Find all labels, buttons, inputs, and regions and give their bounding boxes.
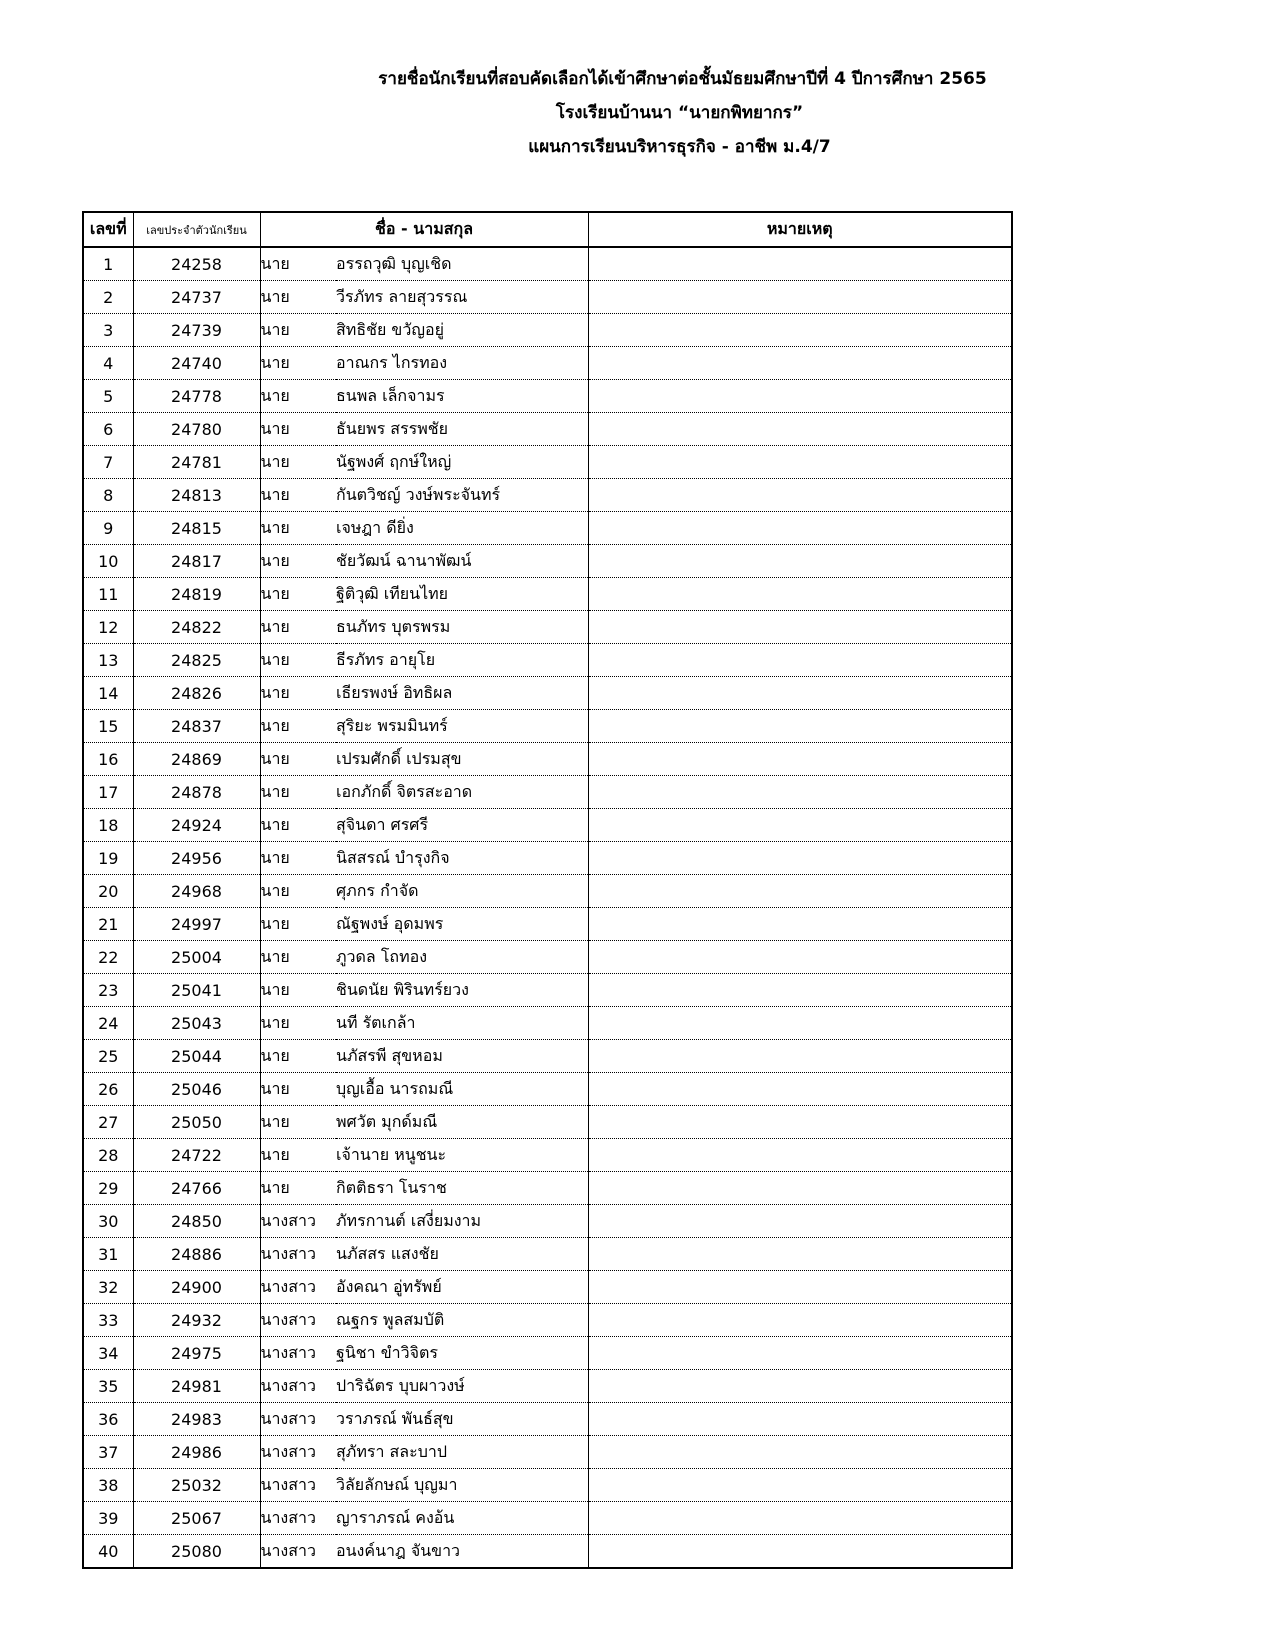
student-id: 24956: [133, 842, 260, 875]
student-name: นัฐพงศ์ ฤกษ์ใหญ่: [336, 446, 588, 479]
student-id: 25080: [133, 1535, 260, 1569]
student-name: เปรมศักดิ์ เปรมสุข: [336, 743, 588, 776]
table-row: [83, 1106, 1012, 1139]
student-name: เจ้านาย หนูชนะ: [336, 1139, 588, 1172]
row-number: 17: [83, 776, 133, 809]
student-id: 24722: [133, 1139, 260, 1172]
name-title: นาย: [260, 578, 336, 611]
table-row: [83, 974, 1012, 1007]
table-row: [83, 247, 1012, 281]
table-row: [83, 908, 1012, 941]
student-name: อาณกร ไกรทอง: [336, 347, 588, 380]
name-title: นาย: [260, 743, 336, 776]
remark-cell: [588, 413, 1012, 446]
row-number: 32: [83, 1271, 133, 1304]
remark-cell: [588, 842, 1012, 875]
name-title: นาย: [260, 776, 336, 809]
student-name: กันตวิชญ์ วงษ์พระจันทร์: [336, 479, 588, 512]
student-id: 24986: [133, 1436, 260, 1469]
document-title: รายชื่อนักเรียนที่สอบคัดเลือกได้เข้าศึกษาต่อชั้นมัธยมศึกษาปีที่ 4 ปีการศึกษา 2565: [378, 69, 987, 89]
remark-cell: [588, 743, 1012, 776]
student-id: 24886: [133, 1238, 260, 1271]
name-title: นาย: [260, 314, 336, 347]
student-id: 24869: [133, 743, 260, 776]
name-title: นาย: [260, 347, 336, 380]
table-body: [83, 247, 1012, 1568]
table-row: [83, 1007, 1012, 1040]
student-name: เธียรพงษ์ อิทธิผล: [336, 677, 588, 710]
student-name: ฐิติวุฒิ เทียนไทย: [336, 578, 588, 611]
student-name: ธนภัทร บุตรพรม: [336, 611, 588, 644]
name-title: นางสาว: [260, 1370, 336, 1403]
table-row: [83, 413, 1012, 446]
remark-cell: [588, 1139, 1012, 1172]
row-number: 7: [83, 446, 133, 479]
table-row: [83, 479, 1012, 512]
table-row: [83, 1238, 1012, 1271]
row-number: 16: [83, 743, 133, 776]
student-id: 25043: [133, 1007, 260, 1040]
row-number: 21: [83, 908, 133, 941]
remark-cell: [588, 314, 1012, 347]
name-title: นาย: [260, 611, 336, 644]
student-name: นิสสรณ์ บำรุงกิจ: [336, 842, 588, 875]
name-title: นาย: [260, 1073, 336, 1106]
column-header-name: ชื่อ - นามสกุล: [260, 212, 588, 247]
student-name: นที รัตเกล้า: [336, 1007, 588, 1040]
name-title: นาย: [260, 1172, 336, 1205]
table-row: [83, 1073, 1012, 1106]
column-header-no: เลขที่: [83, 212, 133, 247]
name-title: นาย: [260, 479, 336, 512]
remark-cell: [588, 380, 1012, 413]
table-row: [83, 809, 1012, 842]
remark-cell: [588, 1106, 1012, 1139]
table-row: [83, 1040, 1012, 1073]
row-number: 14: [83, 677, 133, 710]
student-name: สิทธิชัย ขวัญอยู่: [336, 314, 588, 347]
table-row: [83, 545, 1012, 578]
student-id: 24739: [133, 314, 260, 347]
remark-cell: [588, 1304, 1012, 1337]
remark-cell: [588, 776, 1012, 809]
column-header-remark: หมายเหตุ: [588, 212, 1012, 247]
table-row: [83, 281, 1012, 314]
table-row: [83, 1304, 1012, 1337]
table-row: [83, 314, 1012, 347]
student-name: สุภัทรา สละบาป: [336, 1436, 588, 1469]
row-number: 27: [83, 1106, 133, 1139]
table-row: [83, 1403, 1012, 1436]
student-id: 24813: [133, 479, 260, 512]
remark-cell: [588, 578, 1012, 611]
name-title: นางสาว: [260, 1238, 336, 1271]
student-id: 24850: [133, 1205, 260, 1238]
name-title: นาย: [260, 809, 336, 842]
name-title: นาย: [260, 380, 336, 413]
table-row: [83, 743, 1012, 776]
table-row: [83, 776, 1012, 809]
name-title: นาย: [260, 1040, 336, 1073]
remark-cell: [588, 1271, 1012, 1304]
student-id: 24825: [133, 644, 260, 677]
student-id: 24981: [133, 1370, 260, 1403]
name-title: นาย: [260, 677, 336, 710]
document-header: [0, 62, 1275, 164]
student-id: 24900: [133, 1271, 260, 1304]
remark-cell: [588, 281, 1012, 314]
remark-cell: [588, 347, 1012, 380]
table-row: [83, 842, 1012, 875]
student-id: 24740: [133, 347, 260, 380]
student-id: 24780: [133, 413, 260, 446]
table-row: [83, 1469, 1012, 1502]
remark-cell: [588, 1007, 1012, 1040]
table-row: [83, 512, 1012, 545]
remark-cell: [588, 809, 1012, 842]
name-title: นาย: [260, 446, 336, 479]
table-row: [83, 1370, 1012, 1403]
table-row: [83, 1502, 1012, 1535]
student-id: 25050: [133, 1106, 260, 1139]
remark-cell: [588, 644, 1012, 677]
remark-cell: [588, 974, 1012, 1007]
student-name: พศวัต มุกด์มณี: [336, 1106, 588, 1139]
student-id: 24766: [133, 1172, 260, 1205]
remark-cell: [588, 479, 1012, 512]
student-id: 24826: [133, 677, 260, 710]
student-id: 24975: [133, 1337, 260, 1370]
name-title: นางสาว: [260, 1337, 336, 1370]
student-name: ศุภกร กำจัด: [336, 875, 588, 908]
student-id: 24822: [133, 611, 260, 644]
name-title: นาย: [260, 941, 336, 974]
name-title: นาย: [260, 875, 336, 908]
row-number: 38: [83, 1469, 133, 1502]
table-row: [83, 446, 1012, 479]
student-name: นภัสรพี สุขหอม: [336, 1040, 588, 1073]
student-id: 25044: [133, 1040, 260, 1073]
student-name: สุริยะ พรมมินทร์: [336, 710, 588, 743]
table-row: [83, 941, 1012, 974]
student-name: บุญเอื้อ นารถมณี: [336, 1073, 588, 1106]
student-id: 25046: [133, 1073, 260, 1106]
student-name: ชัยวัฒน์ ฉานาพัฒน์: [336, 545, 588, 578]
student-name: วราภรณ์ พันธ์สุข: [336, 1403, 588, 1436]
student-id: 24983: [133, 1403, 260, 1436]
student-id: 24924: [133, 809, 260, 842]
name-title: นางสาว: [260, 1469, 336, 1502]
table-row: [83, 1205, 1012, 1238]
student-id: 24737: [133, 281, 260, 314]
name-title: นาย: [260, 281, 336, 314]
row-number: 40: [83, 1535, 133, 1569]
table-row: [83, 677, 1012, 710]
name-title: นาย: [260, 247, 336, 281]
name-title: นาย: [260, 644, 336, 677]
student-name: อรรถวุฒิ บุญเชิด: [336, 247, 588, 281]
remark-cell: [588, 1205, 1012, 1238]
student-id: 24997: [133, 908, 260, 941]
student-name: ฐนิชา ขำวิจิตร: [336, 1337, 588, 1370]
name-title: นาย: [260, 1106, 336, 1139]
name-title: นางสาว: [260, 1205, 336, 1238]
row-number: 19: [83, 842, 133, 875]
remark-cell: [588, 446, 1012, 479]
table-row: [83, 1271, 1012, 1304]
table-row: [83, 1535, 1012, 1569]
table-row: [83, 347, 1012, 380]
remark-cell: [588, 1238, 1012, 1271]
student-id: 24878: [133, 776, 260, 809]
row-number: 1: [83, 247, 133, 281]
row-number: 11: [83, 578, 133, 611]
remark-cell: [588, 1370, 1012, 1403]
student-name: นภัสสร แสงชัย: [336, 1238, 588, 1271]
name-title: นางสาว: [260, 1403, 336, 1436]
row-number: 8: [83, 479, 133, 512]
student-id: 24778: [133, 380, 260, 413]
remark-cell: [588, 677, 1012, 710]
remark-cell: [588, 1502, 1012, 1535]
table-row: [83, 380, 1012, 413]
column-header-student-id: เลขประจำตัวนักเรียน: [133, 212, 260, 247]
student-name: ภัทรกานต์ เสงี่ยมงาม: [336, 1205, 588, 1238]
student-id: 25004: [133, 941, 260, 974]
row-number: 26: [83, 1073, 133, 1106]
student-id: 24819: [133, 578, 260, 611]
name-title: นางสาว: [260, 1502, 336, 1535]
student-id: 24258: [133, 247, 260, 281]
student-name: ภูวดล โถทอง: [336, 941, 588, 974]
remark-cell: [588, 545, 1012, 578]
student-name: ญาราภรณ์ คงอ้น: [336, 1502, 588, 1535]
remark-cell: [588, 941, 1012, 974]
row-number: 34: [83, 1337, 133, 1370]
table-header-row: [83, 212, 1012, 247]
name-title: นางสาว: [260, 1271, 336, 1304]
row-number: 35: [83, 1370, 133, 1403]
student-name: กิตติธรา โนราช: [336, 1172, 588, 1205]
remark-cell: [588, 1436, 1012, 1469]
name-title: นางสาว: [260, 1535, 336, 1569]
name-title: นางสาว: [260, 1304, 336, 1337]
table-row: [83, 1436, 1012, 1469]
name-title: นาย: [260, 842, 336, 875]
row-number: 39: [83, 1502, 133, 1535]
student-name: ณัฐพงษ์ อุดมพร: [336, 908, 588, 941]
student-name: อนงค์นาฎ จันขาว: [336, 1535, 588, 1569]
row-number: 20: [83, 875, 133, 908]
remark-cell: [588, 1040, 1012, 1073]
name-title: นาย: [260, 1007, 336, 1040]
student-name: ธันยพร สรรพชัย: [336, 413, 588, 446]
row-number: 30: [83, 1205, 133, 1238]
row-number: 2: [83, 281, 133, 314]
row-number: 9: [83, 512, 133, 545]
student-name: เอกภักดิ์ จิตรสะอาด: [336, 776, 588, 809]
remark-cell: [588, 611, 1012, 644]
student-name: ณฐกร พูลสมบัติ: [336, 1304, 588, 1337]
remark-cell: [588, 512, 1012, 545]
student-id: 24837: [133, 710, 260, 743]
remark-cell: [588, 1337, 1012, 1370]
student-name: วิลัยลักษณ์ บุญมา: [336, 1469, 588, 1502]
name-title: นางสาว: [260, 1436, 336, 1469]
name-title: นาย: [260, 1139, 336, 1172]
table-row: [83, 644, 1012, 677]
row-number: 29: [83, 1172, 133, 1205]
row-number: 4: [83, 347, 133, 380]
row-number: 12: [83, 611, 133, 644]
student-id: 24817: [133, 545, 260, 578]
name-title: นาย: [260, 710, 336, 743]
row-number: 31: [83, 1238, 133, 1271]
program-name: แผนการเรียนบริหารธุรกิจ - อาชีพ ม.4/7: [528, 137, 831, 157]
remark-cell: [588, 1403, 1012, 1436]
student-name: ธีรภัทร อายุโย: [336, 644, 588, 677]
remark-cell: [588, 875, 1012, 908]
student-id: 24932: [133, 1304, 260, 1337]
name-title: นาย: [260, 512, 336, 545]
student-id: 24781: [133, 446, 260, 479]
remark-cell: [588, 1469, 1012, 1502]
remark-cell: [588, 247, 1012, 281]
row-number: 3: [83, 314, 133, 347]
student-id: 25032: [133, 1469, 260, 1502]
student-id: 24815: [133, 512, 260, 545]
row-number: 28: [83, 1139, 133, 1172]
row-number: 24: [83, 1007, 133, 1040]
row-number: 37: [83, 1436, 133, 1469]
row-number: 23: [83, 974, 133, 1007]
remark-cell: [588, 908, 1012, 941]
row-number: 10: [83, 545, 133, 578]
table-row: [83, 1139, 1012, 1172]
name-title: นาย: [260, 545, 336, 578]
student-name: ชินดนัย พิรินทร์ยวง: [336, 974, 588, 1007]
school-name: โรงเรียนบ้านนา “นายกพิทยากร”: [555, 103, 804, 123]
name-title: นาย: [260, 908, 336, 941]
name-title: นาย: [260, 974, 336, 1007]
row-number: 6: [83, 413, 133, 446]
row-number: 22: [83, 941, 133, 974]
student-roster-table: [82, 211, 1013, 1569]
name-title: นาย: [260, 413, 336, 446]
table-row: [83, 875, 1012, 908]
table-row: [83, 1172, 1012, 1205]
row-number: 18: [83, 809, 133, 842]
row-number: 13: [83, 644, 133, 677]
table-row: [83, 710, 1012, 743]
row-number: 36: [83, 1403, 133, 1436]
remark-cell: [588, 1073, 1012, 1106]
student-id: 25067: [133, 1502, 260, 1535]
table-row: [83, 578, 1012, 611]
student-name: เจษฎา ดียิ่ง: [336, 512, 588, 545]
row-number: 15: [83, 710, 133, 743]
student-id: 24968: [133, 875, 260, 908]
remark-cell: [588, 710, 1012, 743]
row-number: 5: [83, 380, 133, 413]
student-name: ธนพล เล็กจามร: [336, 380, 588, 413]
student-name: ปาริฉัตร บุบผาวงษ์: [336, 1370, 588, 1403]
row-number: 33: [83, 1304, 133, 1337]
row-number: 25: [83, 1040, 133, 1073]
student-name: วีรภัทร ลายสุวรรณ: [336, 281, 588, 314]
remark-cell: [588, 1535, 1012, 1569]
student-name: สุจินดา ศรศรี: [336, 809, 588, 842]
remark-cell: [588, 1172, 1012, 1205]
table-row: [83, 611, 1012, 644]
table-row: [83, 1337, 1012, 1370]
student-id: 25041: [133, 974, 260, 1007]
student-name: อังคณา อู่ทรัพย์: [336, 1271, 588, 1304]
